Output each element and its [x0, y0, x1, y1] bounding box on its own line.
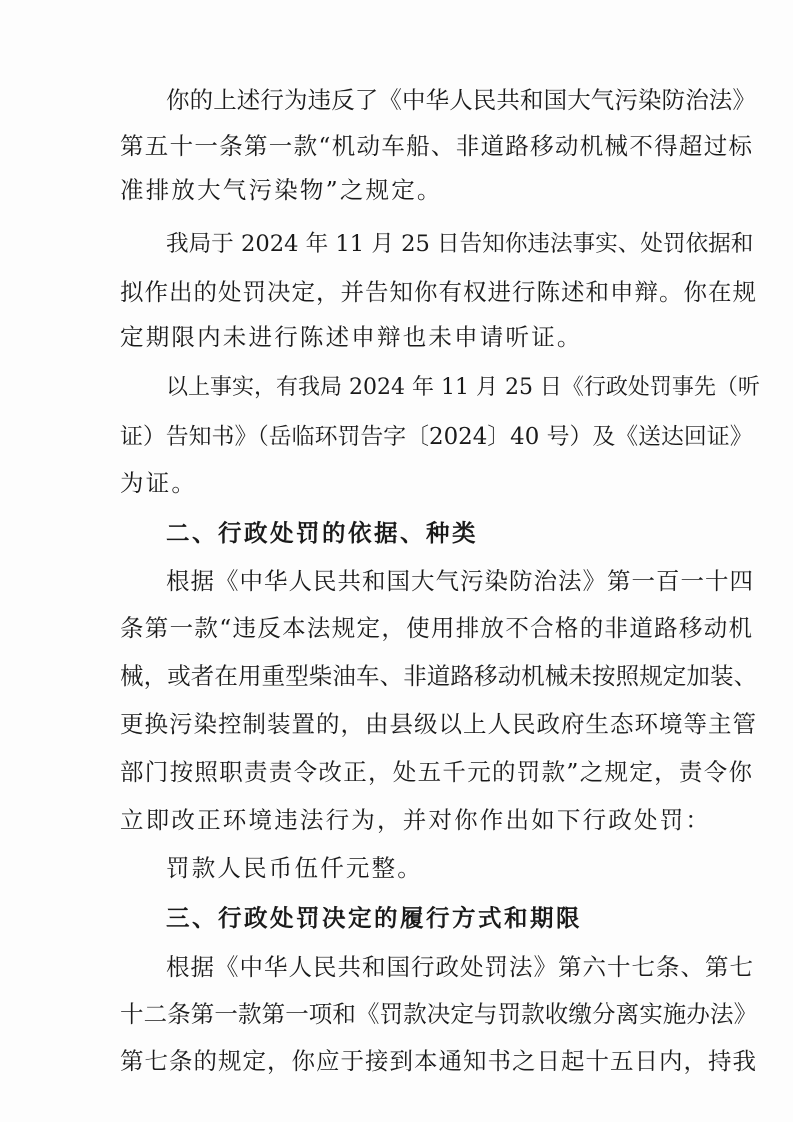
paragraph-line: 你的上述行为违反了《中华人民共和国大气污染防治法》	[166, 86, 756, 114]
paragraph-line: 罚款人民币伍仟元整。	[166, 854, 423, 882]
paragraph-line: 为证。	[120, 469, 198, 497]
section-heading: 二、行政处罚的依据、种类	[166, 519, 478, 547]
paragraph-line: 械，或者在用重型柴油车、非道路移动机械未按照规定加装、	[120, 662, 758, 690]
paragraph-line: 定期限内未进行陈述申辩也未申请听证。	[120, 323, 583, 351]
paragraph-line: 拟作出的处罚决定，并告知你有权进行陈述和申辩。你在规	[120, 278, 757, 306]
paragraph-line: 证）告知书》（岳临环罚告字〔2024〕40 号）及《送达回证》	[120, 424, 753, 450]
paragraph-line: 我局于 2024 年 11 月 25 日告知你违法事实、处罚依据和	[166, 231, 754, 257]
paragraph-line: 根据《中华人民共和国行政处罚法》第六十七条、第七	[166, 953, 754, 981]
paragraph-line: 更换污染控制装置的，由县级以上人民政府生态环境等主管	[120, 710, 757, 738]
paragraph-line: 第五十一条第一款“机动车船、非道路移动机械不得超过标	[120, 132, 754, 160]
paragraph-line: 立即改正环境违法行为，并对你作出如下行政处罚：	[120, 806, 712, 834]
paragraph-line: 以上事实，有我局 2024 年 11 月 25 日《行政处罚事先（听	[166, 375, 760, 400]
paragraph-line: 十二条第一款第一项和《罚款决定与罚款收缴分离实施办法》	[120, 1000, 758, 1028]
paragraph-line: 第七条的规定，你应于接到本通知书之日起十五日内，持我	[120, 1047, 757, 1075]
paragraph-line: 条第一款“违反本法规定，使用排放不合格的非道路移动机	[120, 614, 754, 642]
section-heading: 三、行政处罚决定的履行方式和期限	[166, 904, 582, 932]
paragraph-line: 准排放大气污染物”之规定。	[120, 176, 443, 204]
paragraph-line: 部门按照职责责令改正，处五千元的罚款”之规定，责令你	[120, 758, 754, 786]
paragraph-line: 根据《中华人民共和国大气污染防治法》第一百一十四	[166, 567, 754, 595]
